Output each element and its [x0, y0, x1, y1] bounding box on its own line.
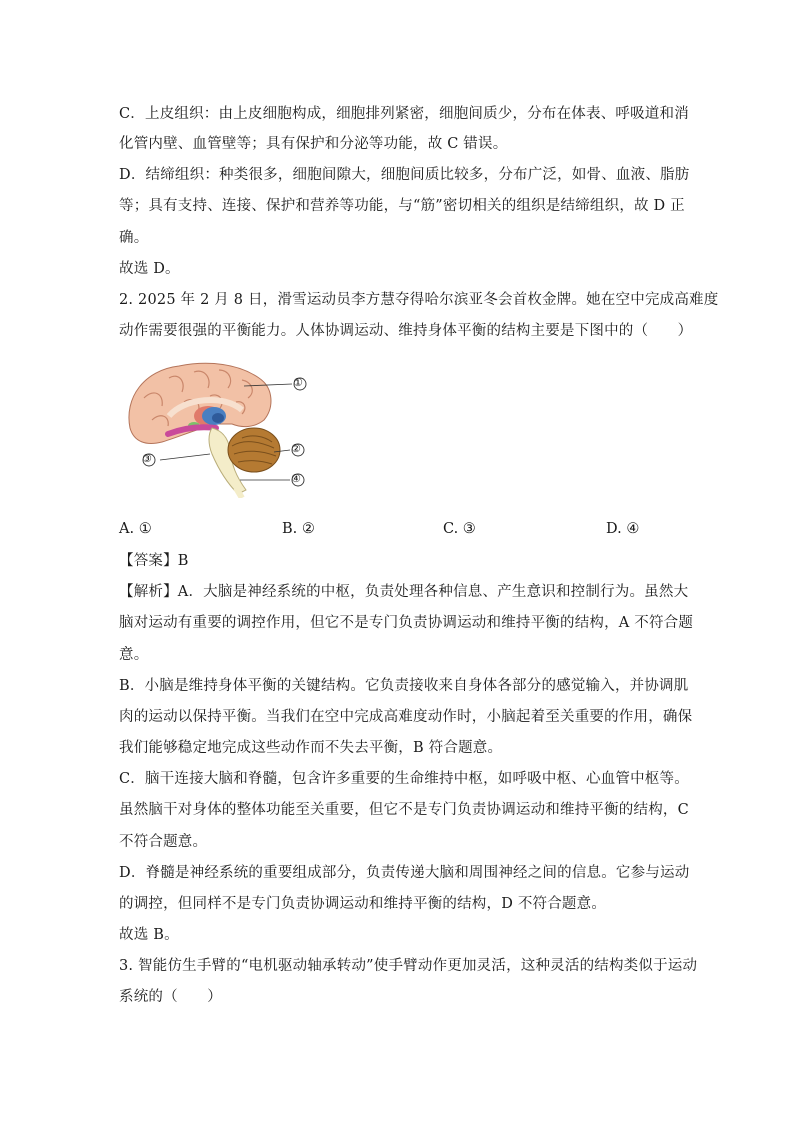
option-a: A. ① — [119, 521, 152, 537]
analysis-line: 的调控，但同样不是专门负责协调运动和维持平衡的结构，D 不符合题意。 — [119, 896, 607, 912]
text-line: 故选 D。 — [119, 261, 180, 277]
answer-line: 【答案】B — [119, 553, 189, 569]
analysis-line: D．脊髓是神经系统的重要组成部分，负责传递大脑和周围神经之间的信息。它参与运动 — [119, 865, 690, 881]
text-line: 等；具有支持、连接、保护和营养等功能，与“筋”密切相关的组织是结缔组织，故 D 正 — [119, 198, 685, 214]
analysis-line: 不符合题意。 — [119, 834, 208, 850]
question-2-stem: 动作需要很强的平衡能力。人体协调运动、维持身体平衡的结构主要是下图中的（ ） — [119, 323, 693, 339]
text-line: D．结缔组织：种类很多，细胞间隙大，细胞间质比较多，分布广泛，如骨、血液、脂肪 — [119, 167, 690, 183]
analysis-line: 【解析】A．大脑是神经系统的中枢，负责处理各种信息、产生意识和控制行为。虽然大 — [119, 584, 689, 600]
option-d: D. ④ — [606, 521, 640, 537]
analysis-line: 肉的运动以保持平衡。当我们在空中完成高难度动作时，小脑起着至关重要的作用，确保 — [119, 709, 693, 725]
text-line: 化管内壁、血管壁等；具有保护和分泌等功能，故 C 错误。 — [119, 136, 508, 152]
option-b: B. ② — [282, 521, 315, 537]
analysis-line: 虽然脑干对身体的整体功能至关重要，但它不是专门负责协调运动和维持平衡的结构，C — [119, 802, 689, 818]
analysis-line: 脑对运动有重要的调控作用，但它不是专门负责协调运动和维持平衡的结构，A 不符合题 — [119, 615, 694, 631]
label-1: ① — [293, 376, 303, 389]
label-3: ③ — [142, 452, 152, 465]
analysis-line: C．脑干连接大脑和脊髓，包含许多重要的生命维持中枢，如呼吸中枢、心血管中枢等。 — [119, 771, 689, 787]
question-3-stem: 3. 智能仿生手臂的“电机驱动轴承转动”使手臂动作更加灵活，这种灵活的结构类似于运动 — [119, 958, 698, 974]
label-4: ④ — [291, 472, 301, 485]
question-3-stem: 系统的（ ） — [119, 989, 222, 1005]
label-2: ② — [291, 442, 301, 455]
analysis-line: 故选 B。 — [119, 927, 179, 943]
option-c: C. ③ — [443, 521, 476, 537]
text-line: C．上皮组织：由上皮细胞构成，细胞排列紧密，细胞间质少，分布在体表、呼吸道和消 — [119, 106, 689, 122]
analysis-line: 我们能够稳定地完成这些动作而不失去平衡，B 符合题意。 — [119, 740, 503, 756]
analysis-line: 意。 — [119, 647, 149, 663]
brain-diagram — [124, 358, 324, 498]
text-line: 确。 — [119, 230, 149, 246]
question-2-stem: 2. 2025 年 2 月 8 日，滑雪运动员李方慧夺得哈尔滨亚冬会首枚金牌。她在空中完成高难度 — [119, 292, 719, 308]
analysis-line: B．小脑是维持身体平衡的关键结构。它负责接收来自身体各部分的感觉输入，并协调肌 — [119, 678, 689, 694]
cerebellum-shape — [228, 428, 280, 472]
